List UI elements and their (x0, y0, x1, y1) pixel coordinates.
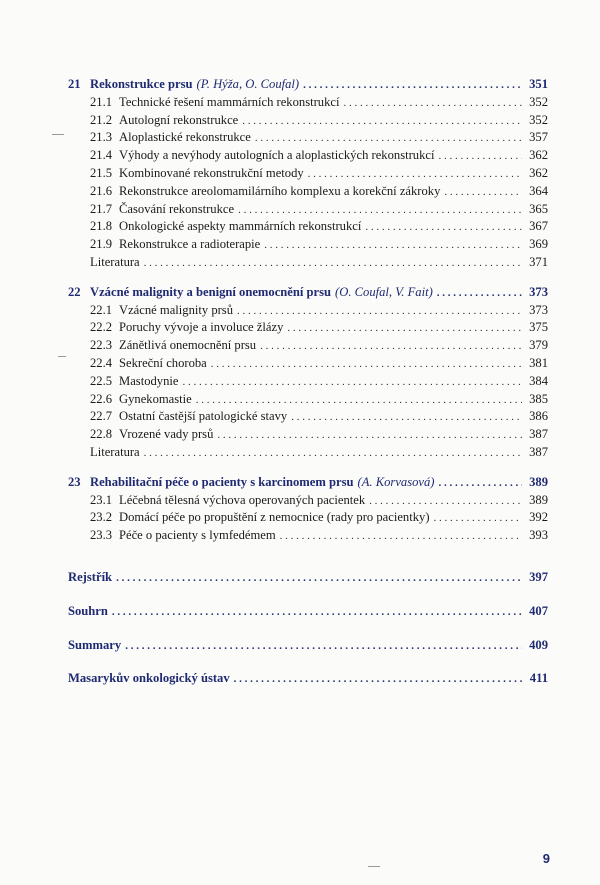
entry-title: Technické řešení mammárních rekonstrukcí (119, 94, 340, 109)
toc-entry-literatura[interactable] (68, 444, 548, 462)
entry-page: 364 (529, 183, 548, 198)
entry-title: Vrozené vady prsů (119, 427, 214, 442)
entry-page: 389 (529, 492, 548, 507)
dot-leader (196, 392, 522, 410)
entry-title: Onkologické aspekty mammárních rekonstrukcí (119, 219, 362, 234)
toc-entry[interactable] (68, 147, 548, 165)
dot-leader (303, 77, 522, 95)
entry-number: 21.8 (90, 219, 113, 234)
entry-title: Poruchy vývoje a involuce žlázy (119, 320, 284, 335)
entry-number: 23.1 (90, 492, 113, 507)
chapter-authors: (O. Coufal, V. Fait) (335, 284, 433, 299)
entry-page: 362 (529, 165, 548, 180)
back-matter-page: 409 (529, 637, 548, 652)
dot-leader (242, 113, 522, 131)
dot-leader (182, 374, 522, 392)
dot-leader (308, 166, 522, 184)
back-matter-title: Summary (68, 637, 122, 652)
entry-page: 393 (529, 528, 548, 543)
chapter-number: 23 (68, 474, 81, 489)
dot-leader (287, 320, 522, 338)
entry-title: Péče o pacienty s lymfedémem (119, 528, 276, 543)
dot-leader (343, 95, 522, 113)
entry-number: 21.5 (90, 165, 113, 180)
entry-page: 373 (529, 302, 548, 317)
dot-leader (144, 445, 522, 463)
toc-entry-literatura[interactable] (68, 254, 548, 272)
entry-page: 392 (529, 510, 548, 525)
entry-number: 22.7 (90, 409, 113, 424)
entry-number: 22.2 (90, 320, 113, 335)
entry-number: 21.7 (90, 201, 113, 216)
dot-leader (260, 338, 522, 356)
dot-leader (234, 671, 522, 689)
back-matter-page: 407 (529, 603, 548, 618)
entry-page: 379 (529, 338, 548, 353)
back-matter-page: 411 (529, 671, 548, 686)
entry-number: 21.9 (90, 237, 113, 252)
entry-title: Literatura (90, 444, 140, 459)
chapter-title: Rehabilitační péče o pacienty s karcinomem prsu (90, 474, 354, 489)
entry-number: 21.6 (90, 183, 113, 198)
dot-leader (112, 604, 522, 622)
dot-leader (238, 202, 522, 220)
back-matter-title: Masarykův onkologický ústav (68, 671, 230, 686)
entry-page: 362 (529, 148, 548, 163)
scan-mark (52, 134, 64, 135)
entry-number: 22.8 (90, 427, 113, 442)
entry-number: 21.2 (90, 112, 113, 127)
toc-entry[interactable] (68, 236, 548, 254)
dot-leader (438, 475, 522, 493)
entry-number: 22.4 (90, 355, 113, 370)
entry-page: 371 (529, 254, 548, 269)
toc-entry[interactable] (68, 337, 548, 355)
dot-leader (365, 219, 522, 237)
chapter-number: 21 (68, 77, 81, 91)
page-number: 9 (542, 851, 550, 866)
entry-page: 357 (529, 130, 548, 145)
scan-mark (58, 356, 66, 357)
scan-mark (368, 866, 380, 867)
entry-title: Rekonstrukce a radioterapie (119, 237, 261, 252)
dot-leader (264, 237, 522, 255)
back-matter-rejstrik[interactable] (68, 569, 548, 587)
toc-entry[interactable] (68, 319, 548, 337)
toc-entry[interactable] (68, 218, 548, 236)
back-matter-title: Souhrn (68, 603, 108, 618)
entry-title: Ostatní častější patologické stavy (119, 409, 288, 424)
dot-leader (434, 510, 522, 528)
chapter-title: Vzácné malignity a benigní onemocnění prsu (90, 284, 332, 299)
toc-entry[interactable] (68, 183, 548, 201)
entry-title: Vzácné malignity prsů (119, 302, 234, 317)
dot-leader (255, 130, 522, 148)
chapter-page: 351 (529, 77, 548, 91)
entry-number: 22.6 (90, 391, 113, 406)
toc-entry[interactable] (68, 201, 548, 219)
entry-page: 369 (529, 237, 548, 252)
dot-leader (144, 255, 522, 273)
toc-entry[interactable] (68, 373, 548, 391)
chapter-heading-22[interactable] (68, 284, 548, 302)
dot-leader (237, 303, 522, 321)
back-matter-title: Rejstřík (68, 569, 113, 584)
dot-leader (369, 493, 522, 511)
entry-title: Aloplastické rekonstrukce (119, 130, 251, 145)
back-matter-page: 397 (529, 569, 548, 584)
entry-page: 387 (529, 427, 548, 442)
table-of-contents (68, 76, 548, 688)
entry-title: Gynekomastie (119, 391, 192, 406)
dot-leader (438, 148, 522, 166)
entry-page: 387 (529, 444, 548, 459)
chapter-number: 22 (68, 284, 81, 299)
entry-number: 22.1 (90, 302, 113, 317)
entry-number: 23.2 (90, 510, 113, 525)
toc-entry[interactable] (68, 302, 548, 320)
entry-title: Literatura (90, 254, 140, 269)
entry-title: Rekonstrukce areolomamilárního komplexu a korekční zákroky (119, 183, 441, 198)
chapter-authors: (A. Korvasová) (357, 474, 435, 489)
entry-number: 22.5 (90, 373, 113, 388)
dot-leader (437, 285, 522, 303)
toc-entry[interactable] (68, 391, 548, 409)
chapter-authors: (P. Hýža, O. Coufal) (196, 77, 300, 91)
entry-page: 385 (529, 391, 548, 406)
toc-entry[interactable] (68, 94, 548, 112)
toc-entry[interactable] (68, 527, 548, 545)
dot-leader (217, 427, 522, 445)
chapter-title: Rekonstrukce prsu (90, 77, 193, 91)
entry-page: 367 (529, 219, 548, 234)
entry-title: Zánětlivá onemocnění prsu (119, 338, 257, 353)
toc-entry[interactable] (68, 355, 548, 373)
entry-page: 381 (529, 355, 548, 370)
entry-number: 21.3 (90, 130, 113, 145)
toc-entry[interactable] (68, 165, 548, 183)
chapter-heading-23[interactable] (68, 474, 548, 492)
back-matter-summary[interactable] (68, 637, 548, 655)
entry-title: Mastodynie (119, 373, 179, 388)
entry-title: Domácí péče po propuštění z nemocnice (rady pro pacientky) (119, 510, 430, 525)
entry-title: Výhody a nevýhody autologních a aloplastických rekonstrukcí (119, 148, 435, 163)
entry-page: 386 (529, 409, 548, 424)
entry-number: 21.4 (90, 148, 113, 163)
dot-leader (116, 570, 522, 588)
entry-page: 352 (529, 94, 548, 109)
entry-title: Časování rekonstrukce (119, 201, 235, 216)
entry-number: 21.1 (90, 94, 113, 109)
chapter-heading-21[interactable] (68, 76, 548, 94)
toc-entry[interactable] (68, 426, 548, 444)
dot-leader (280, 528, 522, 546)
entry-title: Léčebná tělesná výchova operovaných pacientek (119, 492, 366, 507)
entry-page: 365 (529, 201, 548, 216)
back-matter-mou[interactable] (68, 670, 548, 688)
entry-page: 384 (529, 373, 548, 388)
entry-title: Autologní rekonstrukce (119, 112, 239, 127)
chapter-page: 373 (529, 284, 548, 299)
entry-title: Sekreční choroba (119, 355, 207, 370)
toc-entry[interactable] (68, 408, 548, 426)
back-matter-souhrn[interactable] (68, 603, 548, 621)
toc-entry[interactable] (68, 492, 548, 510)
toc-entry[interactable] (68, 129, 548, 147)
dot-leader (125, 638, 522, 656)
entry-title: Kombinované rekonstrukční metody (119, 165, 304, 180)
entry-number: 23.3 (90, 528, 113, 543)
toc-entry[interactable] (68, 112, 548, 130)
entry-page: 375 (529, 320, 548, 335)
dot-leader (211, 356, 522, 374)
chapter-page: 389 (529, 474, 548, 489)
entry-number: 22.3 (90, 338, 113, 353)
toc-entry[interactable] (68, 509, 548, 527)
dot-leader (444, 184, 522, 202)
entry-page: 352 (529, 112, 548, 127)
dot-leader (291, 409, 522, 427)
